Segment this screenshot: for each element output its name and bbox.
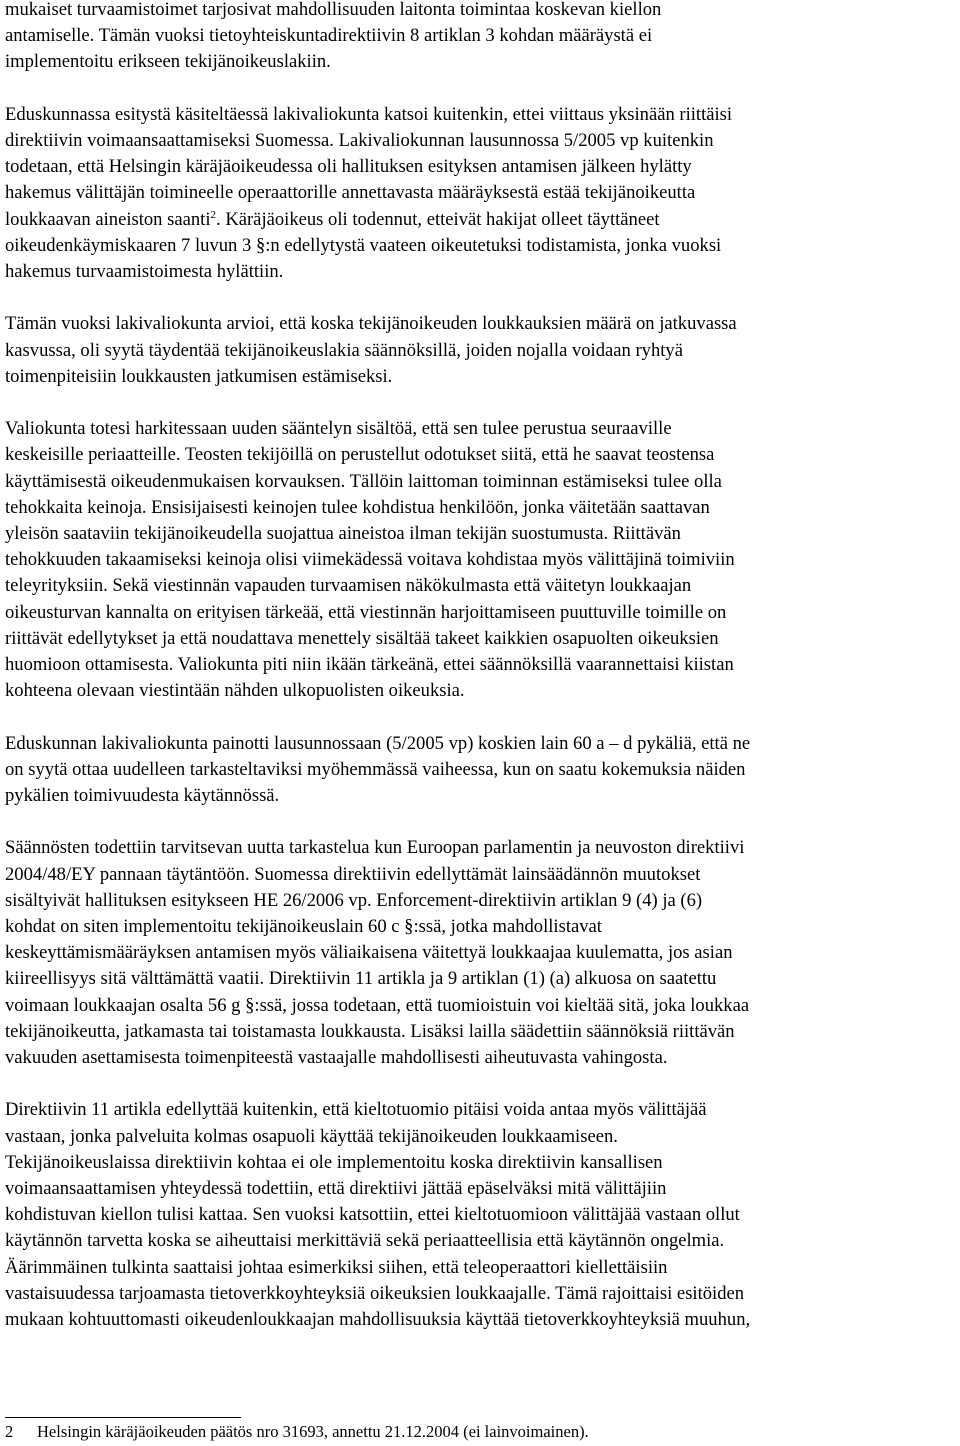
text-line: vastaisuudessa tarjoamasta tietoverkkoyhteyksiä oikeuksien loukkaajalle. Tämä rajoittaisi esitöiden: [5, 1282, 745, 1304]
text-line: direktiivin voimaansaattamiseksi Suomessa. Lakivaliokunnan lausunnossa 5/2005 vp kuitenkin: [5, 130, 714, 151]
text-line: kohdistuvan kiellon tulisi kattaa. Sen vuoksi katsottiin, ettei kieltotuomioon välittäjää vastaan ollut: [5, 1204, 740, 1226]
paragraph: [5, 311, 957, 390]
text-line: tekijänoikeutta, jatkamasta tai toistamasta loukkausta. Lisäksi lailla säädettiin säännöksiä riittävän: [5, 1020, 735, 1042]
text-segment: . Käräjäoikeus oli todennut, etteivät hakijat olleet täyttäneet: [216, 208, 660, 230]
text-line: huomioon ottamisesta. Valiokunta piti niin ikään tärkeänä, ettei säännöksillä vaarannettaisi kiistan: [5, 654, 734, 676]
text-line: mukaan kohtuuttomasti oikeudenloukkaajan mahdollisuuksia käyttää tietoverkkoyhteyksiä muuhun,: [5, 1309, 751, 1331]
text-line: kiireellisyys sitä välttämättä vaatii. Direktiivin 11 artikla ja 9 artiklan (1) (a) alkuosa on saatettu: [5, 968, 717, 990]
text-line: Eduskunnassa esitystä käsiteltäessä lakivaliokunta katsoi kuitenkin, ettei viittaus yksinään riittäisi: [5, 103, 733, 125]
paragraph: [5, 1097, 957, 1333]
footnote-number: 2: [5, 1422, 14, 1441]
text-line: pykälien toimivuudesta käytännössä.: [5, 785, 280, 807]
text-line: Eduskunnan lakivaliokunta painotti lausunnossaan (5/2005 vp) koskien lain 60 a – d pykäliä, että ne: [5, 732, 751, 754]
text-line: antamiselle. Tämän vuoksi tietoyhteiskuntadirektiivin 8 artiklan 3 kohdan määräystä ei: [5, 25, 653, 47]
text-line: implementoitu erikseen tekijänoikeuslakiin.: [5, 51, 331, 73]
footnote-reference[interactable]: 2: [210, 208, 217, 221]
text-line: Direktiivin 11 artikla edellyttää kuitenkin, että kieltotuomio pitäisi voida antaa myös välittäjää: [5, 1099, 707, 1121]
text-line: Äärimmäinen tulkinta saattaisi johtaa esimerkiksi siihen, että teleoperaattori kiellettäisiin: [5, 1256, 668, 1278]
document-page: [5, 0, 957, 1333]
footnote: [5, 1422, 589, 1442]
text-line: vakuuden asettamisesta toimenpiteestä vastaajalle mahdollisesti aiheutuvasta vahingosta.: [5, 1047, 668, 1069]
text-line: hakemus turvaamistoimesta hylättiin.: [5, 261, 284, 283]
text-line: Tekijänoikeuslaissa direktiivin kohtaa ei ole implementoitu koska direktiivin kansallisen: [5, 1151, 663, 1173]
text-line: todetaan, että Helsingin käräjäoikeudessa oli hallituksen esityksen antamisen jälkeen hylätty: [5, 156, 692, 178]
text-line: sisältyivät hallituksen esitykseen HE 26/2006 vp. Enforcement-direktiivin artiklan 9 (4) ja (6): [5, 889, 703, 911]
text-line: Tämän vuoksi lakivaliokunta arvioi, että koska tekijänoikeuden loukkauksien määrä on jatkuvassa: [5, 313, 737, 335]
text-line: tehokkuuden takaamiseksi keinoja olisi viimekädessä voitava kohdistaa myös välittäjinä toimiviin: [5, 549, 735, 571]
text-line: teleyrityksiin. Sekä viestinnän vapauden turvaamisen näkökulmasta että väitetyn loukkaajan: [5, 575, 692, 597]
text-line: Säännösten todettiin tarvitsevan uutta tarkastelua kun Euroopan parlamentin ja neuvoston direktiivi: [5, 837, 745, 859]
paragraph: [5, 102, 957, 285]
text-line: toimenpiteisiin loukkausten jatkumisen estämiseksi.: [5, 365, 393, 387]
text-line: oikeudenkäymiskaaren 7 luvun 3 §:n edellytystä vaateen oikeutetuksi todistamista, jonka vuoksi: [5, 234, 722, 256]
text-segment: loukkaavan aineiston saanti: [5, 208, 211, 230]
text-line: käyttämisestä oikeudenmukaisen korvauksen. Tällöin laittoman toiminnan estämiseksi tulee olla: [5, 470, 722, 492]
text-line: voimaan loukkaajan osalta 56 g §:ssä, jossa todetaan, että tuomioistuin voi kieltää sitä, joka loukkaa: [5, 994, 750, 1016]
paragraph: [5, 0, 957, 76]
paragraph: [5, 416, 957, 704]
text-line: keskeisille periaatteille. Teosten tekijöillä on perustellut odotukset siitä, että he saavat teostensa: [5, 444, 715, 466]
paragraph: [5, 835, 957, 1071]
text-line: voimaansaattamisen yhteydessä todettiin, että direktiivi jättää epäselväksi mitä välittäjiin: [5, 1178, 667, 1200]
text-line: [5, 207, 957, 233]
text-line: on syytä ottaa uudelleen tarkasteltaviksi myöhemmässä vaiheessa, kun on saatu kokemuksia näiden: [5, 758, 746, 780]
text-line: hakemus välittäjän toimineelle operaattorille annettavasta määräyksestä estää tekijänoikeutta: [5, 182, 696, 204]
text-line: riittävät edellytykset ja että noudattava menettely sisältää takeet kaikkien osapuolten oikeuksien: [5, 627, 719, 649]
text-line: kasvussa, oli syytä täydentää tekijänoikeuslakia säännöksillä, joiden nojalla voidaan ryhtyä: [5, 339, 683, 361]
text-line: vastaan, jonka palveluita kolmas osapuoli käyttää tekijänoikeuden loukkaamiseen.: [5, 1125, 618, 1147]
text-line: Valiokunta totesi harkitessaan uuden sääntelyn sisältöä, että sen tulee perustua seuraaville: [5, 418, 672, 440]
text-line: kohdat on siten implementoitu tekijänoikeuslain 60 c §:ssä, jotka mahdollistavat: [5, 916, 602, 938]
text-line: oikeusturvan kannalta on erityisen tärkeää, että viestinnän harjoittamiseen puuttuville toimille on: [5, 601, 727, 623]
text-line: tehokkaita keinoja. Ensisijaisesti keinojen tulee kohdistua henkilöön, jonka väitetään saattavan: [5, 496, 710, 518]
text-line: yleisön saataviin tekijänoikeudella suojattua aineistoa ilman tekijän suostumusta. Riittävän: [5, 523, 681, 545]
text-line: keskeyttämismääräyksen antamisen myös väliaikaisena väitettyä loukkaajaa kuulematta, jos asian: [5, 942, 733, 964]
text-line: 2004/48/EY pannaan täytäntöön. Suomessa direktiivin edellyttämät lainsäädännön muutokset: [5, 863, 701, 885]
text-line: mukaiset turvaamistoimet tarjosivat mahdollisuuden laitonta toimintaa koskevan kiellon: [5, 0, 662, 20]
footnote-separator: [5, 1417, 241, 1418]
footnote-text: Helsingin käräjäoikeuden päätös nro 31693, annettu 21.12.2004 (ei lainvoimainen).: [37, 1422, 589, 1441]
text-line: kohteena olevaan viestintään nähden ulkopuolisten oikeuksia.: [5, 680, 465, 702]
paragraph: [5, 731, 957, 810]
text-line: käytännön tarvetta koska se aiheuttaisi merkittäviä sekä periaatteellisia että käytännön ongelmia.: [5, 1230, 725, 1252]
